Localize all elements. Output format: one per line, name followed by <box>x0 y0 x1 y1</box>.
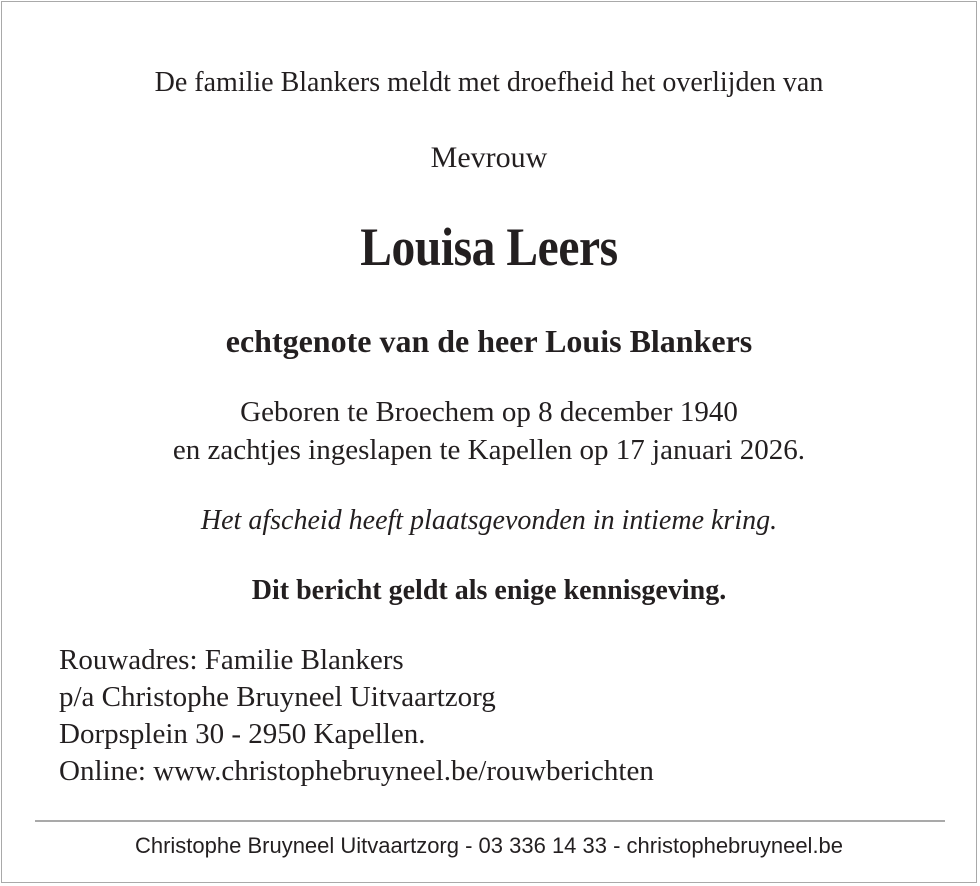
died-line: en zachtjes ingeslapen te Kapellen op 17 januari 2026. <box>172 434 806 466</box>
title-word: Mevrouw <box>430 141 548 174</box>
address-line: Dorpsplein 30 - 2950 Kapellen. <box>59 718 426 750</box>
address-line: p/a Christophe Bruyneel Uitvaartzorg <box>59 681 496 713</box>
footer-contact: Christophe Bruyneel Uitvaartzorg - 03 336 14 33 - christophebruyneel.be <box>134 833 844 858</box>
born-line: Geboren te Broechem op 8 december 1940 <box>240 396 738 428</box>
condolence-address <box>59 642 654 790</box>
deceased-name: Louisa Leers <box>360 217 618 277</box>
address-line: Rouwadres: Familie Blankers <box>59 644 404 676</box>
farewell-line: Het afscheid heeft plaatsgevonden in intieme kring. <box>200 505 778 536</box>
address-online-link[interactable]: Online: www.christophebruyneel.be/rouwberichten <box>59 755 654 787</box>
footer-divider <box>35 820 945 822</box>
intro-text: De familie Blankers meldt met droefheid het overlijden van <box>154 67 824 98</box>
notice-line: Dit bericht geldt als enige kennisgeving. <box>251 575 727 606</box>
spouse-line: echtgenote van de heer Louis Blankers <box>225 323 753 359</box>
